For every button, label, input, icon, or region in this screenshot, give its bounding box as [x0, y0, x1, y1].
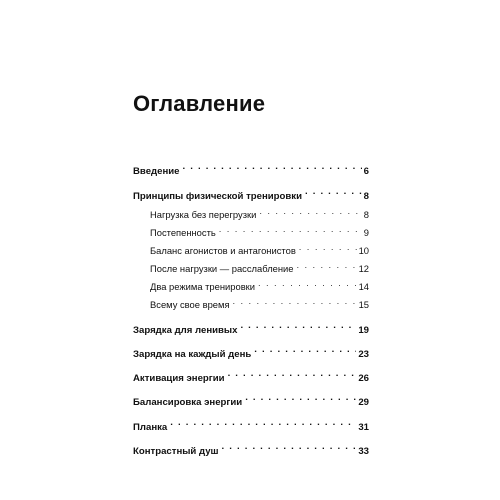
toc-subentry: [150, 222, 369, 236]
dot-leader: [299, 240, 357, 254]
toc-entry-label: Постепенность: [150, 227, 216, 238]
dot-leader: [219, 222, 362, 236]
toc-entry-label: Зарядка для ленивых: [133, 325, 238, 336]
dot-leader: [254, 343, 356, 357]
dot-leader: [297, 258, 357, 272]
toc-subentry: [150, 276, 369, 290]
toc-entry-label: Контрастный душ: [133, 446, 219, 457]
dot-leader: [240, 319, 356, 333]
toc-entry-label: Зарядка на каждый день: [133, 349, 252, 360]
toc-subentry: [150, 240, 369, 254]
toc-entry-page: 15: [358, 299, 369, 310]
toc-entry-label: После нагрузки — расслабление: [150, 263, 294, 274]
toc-entry-page: 8: [363, 191, 369, 202]
dot-leader: [259, 204, 361, 218]
toc-entry-label: Всему свое время: [150, 299, 230, 310]
dot-leader: [170, 416, 356, 430]
toc-entry-contrast-shower: [133, 440, 369, 457]
toc-subentry: [150, 258, 369, 272]
toc-entry-page: 14: [358, 281, 369, 292]
toc-entry-label: Активация энергии: [133, 373, 225, 384]
toc-subentry: [150, 294, 369, 308]
toc-entry-label: Планка: [133, 422, 168, 433]
dot-leader: [228, 367, 357, 381]
dot-leader: [183, 160, 362, 174]
toc-entry-label: Нагрузка без перегрузки: [150, 209, 257, 220]
toc-entry-energy-balancing: [133, 391, 369, 408]
toc-entry-page: 19: [358, 325, 369, 336]
dot-leader: [233, 294, 357, 308]
dot-leader: [245, 391, 356, 405]
toc-entry-page: 31: [358, 422, 369, 433]
page-title: Оглавление: [133, 91, 266, 116]
toc-entry-energy-activation: [133, 367, 369, 384]
toc-entry-label: Баланс агонистов и антагонистов: [150, 245, 296, 256]
toc-entry-label: Принципы физической тренировки: [133, 191, 302, 202]
toc-entry-page: 23: [358, 349, 369, 360]
toc-entry-page: 10: [358, 245, 369, 256]
toc-entry-lazy-exercise: [133, 319, 369, 336]
dot-leader: [305, 185, 362, 199]
toc-entry-page: 9: [363, 227, 369, 238]
dot-leader: [222, 440, 357, 454]
toc-entry-page: 8: [363, 209, 369, 220]
toc-entry-page: 6: [363, 166, 369, 177]
toc-entry-page: 12: [358, 263, 369, 274]
toc-entry-label: Балансировка энергии: [133, 397, 243, 408]
dot-leader: [258, 276, 357, 290]
toc-entry-intro: [133, 160, 369, 177]
toc-entry-page: 29: [358, 397, 369, 408]
toc-entry-page: 26: [358, 373, 369, 384]
toc-entry-label: Два режима тренировки: [150, 281, 256, 292]
toc-entry-page: 33: [358, 446, 369, 457]
toc-entry-principles: [133, 185, 369, 202]
toc-entry-daily-exercise: [133, 343, 369, 360]
toc-entry-plank: [133, 416, 369, 433]
toc-entry-label: Введение: [133, 166, 180, 177]
toc-subentry: [150, 204, 369, 218]
